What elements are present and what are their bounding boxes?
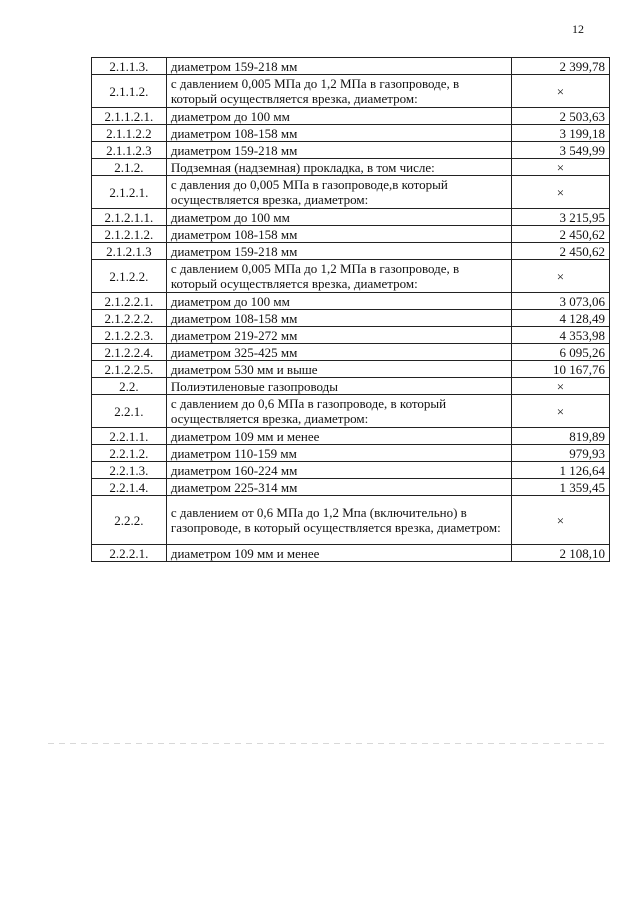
price-cell: 3 549,99 xyxy=(511,142,609,159)
table-row xyxy=(92,293,610,310)
table-row xyxy=(92,310,610,327)
price-cell: 3 215,95 xyxy=(511,209,609,226)
item-description-cell: диаметром 108-158 мм xyxy=(166,310,511,327)
table-row xyxy=(92,226,610,243)
item-code-cell: 2.1.2.2. xyxy=(92,260,167,293)
price-cell: 6 095,26 xyxy=(511,344,609,361)
item-code-cell: 2.1.2.1.1. xyxy=(92,209,167,226)
item-code-cell: 2.1.1.2.1. xyxy=(92,108,167,125)
table-row xyxy=(92,378,610,395)
item-description-cell: Подземная (надземная) прокладка, в том числе: xyxy=(166,159,511,176)
table-row xyxy=(92,344,610,361)
item-description-cell: диаметром 530 мм и выше xyxy=(166,361,511,378)
item-description-cell: диаметром 110-159 мм xyxy=(166,445,511,462)
item-description-cell: диаметром 159-218 мм xyxy=(166,58,511,75)
item-description-cell: диаметром 109 мм и менее xyxy=(166,545,511,562)
item-code-cell: 2.1.2.2.1. xyxy=(92,293,167,310)
item-code-cell: 2.2.1.4. xyxy=(92,479,167,496)
item-description-cell: диаметром 108-158 мм xyxy=(166,125,511,142)
page-number: 12 xyxy=(572,22,584,36)
item-description-cell: с давлением от 0,6 МПа до 1,2 Мпа (включительно) в газопроводе, в который осуществляется врезка, диаметром: xyxy=(166,496,511,545)
item-code-cell: 2.1.2.2.3. xyxy=(92,327,167,344)
item-description-cell: диаметром 109 мм и менее xyxy=(166,428,511,445)
table-row xyxy=(92,462,610,479)
price-cell: 2 399,78 xyxy=(511,58,609,75)
tariff-table-body xyxy=(92,58,610,562)
item-code-cell: 2.1.2.1.2. xyxy=(92,226,167,243)
price-cell: 2 450,62 xyxy=(511,226,609,243)
item-description-cell: диаметром до 100 мм xyxy=(166,209,511,226)
table-row xyxy=(92,260,610,293)
price-cell: 2 108,10 xyxy=(511,545,609,562)
item-description-cell: диаметром 108-158 мм xyxy=(166,226,511,243)
tariff-table xyxy=(91,57,610,562)
scan-artifact-line xyxy=(48,743,608,744)
table-row xyxy=(92,496,610,545)
item-code-cell: 2.2. xyxy=(92,378,167,395)
table-row xyxy=(92,445,610,462)
item-description-cell: с давлением до 0,6 МПа в газопроводе, в который осуществляется врезка, диаметром: xyxy=(166,395,511,428)
table-row xyxy=(92,243,610,260)
item-code-cell: 2.1.2.2.5. xyxy=(92,361,167,378)
table-row xyxy=(92,428,610,445)
price-cell: 979,93 xyxy=(511,445,609,462)
price-cell: 2 503,63 xyxy=(511,108,609,125)
item-code-cell: 2.1.2.2.2. xyxy=(92,310,167,327)
table-row xyxy=(92,176,610,209)
item-description-cell: диаметром 159-218 мм xyxy=(166,142,511,159)
item-code-cell: 2.2.2. xyxy=(92,496,167,545)
item-code-cell: 2.1.1.2.3 xyxy=(92,142,167,159)
item-description-cell: диаметром до 100 мм xyxy=(166,293,511,310)
not-applicable-cell: × xyxy=(511,75,609,108)
table-row xyxy=(92,75,610,108)
item-description-cell: диаметром 325-425 мм xyxy=(166,344,511,361)
item-code-cell: 2.2.1.1. xyxy=(92,428,167,445)
price-cell: 3 073,06 xyxy=(511,293,609,310)
table-row xyxy=(92,361,610,378)
price-cell: 10 167,76 xyxy=(511,361,609,378)
table-row xyxy=(92,159,610,176)
table-row xyxy=(92,108,610,125)
price-cell: 819,89 xyxy=(511,428,609,445)
price-cell: 1 359,45 xyxy=(511,479,609,496)
item-code-cell: 2.1.1.2. xyxy=(92,75,167,108)
item-description-cell: Полиэтиленовые газопроводы xyxy=(166,378,511,395)
item-code-cell: 2.1.2. xyxy=(92,159,167,176)
price-cell: 4 353,98 xyxy=(511,327,609,344)
price-cell: 4 128,49 xyxy=(511,310,609,327)
table-row xyxy=(92,395,610,428)
item-description-cell: с давлением 0,005 МПа до 1,2 МПа в газопроводе, в который осуществляется врезка, диаметром: xyxy=(166,260,511,293)
table-row xyxy=(92,209,610,226)
item-description-cell: диаметром 225-314 мм xyxy=(166,479,511,496)
item-description-cell: диаметром 219-272 мм xyxy=(166,327,511,344)
item-code-cell: 2.1.2.1.3 xyxy=(92,243,167,260)
item-description-cell: с давления до 0,005 МПа в газопроводе,в который осуществляется врезка, диаметром: xyxy=(166,176,511,209)
item-description-cell: диаметром 160-224 мм xyxy=(166,462,511,479)
not-applicable-cell: × xyxy=(511,159,609,176)
table-row xyxy=(92,327,610,344)
item-code-cell: 2.2.2.1. xyxy=(92,545,167,562)
not-applicable-cell: × xyxy=(511,176,609,209)
table-row xyxy=(92,545,610,562)
price-cell: 2 450,62 xyxy=(511,243,609,260)
item-code-cell: 2.1.2.1. xyxy=(92,176,167,209)
not-applicable-cell: × xyxy=(511,496,609,545)
table-row xyxy=(92,58,610,75)
item-description-cell: диаметром до 100 мм xyxy=(166,108,511,125)
item-code-cell: 2.1.2.2.4. xyxy=(92,344,167,361)
table-row xyxy=(92,142,610,159)
price-cell: 3 199,18 xyxy=(511,125,609,142)
item-description-cell: диаметром 159-218 мм xyxy=(166,243,511,260)
item-description-cell: с давлением 0,005 МПа до 1,2 МПа в газопроводе, в который осуществляется врезка, диаметром: xyxy=(166,75,511,108)
not-applicable-cell: × xyxy=(511,260,609,293)
item-code-cell: 2.2.1. xyxy=(92,395,167,428)
item-code-cell: 2.2.1.2. xyxy=(92,445,167,462)
item-code-cell: 2.1.1.3. xyxy=(92,58,167,75)
table-row xyxy=(92,125,610,142)
not-applicable-cell: × xyxy=(511,378,609,395)
table-row xyxy=(92,479,610,496)
not-applicable-cell: × xyxy=(511,395,609,428)
item-code-cell: 2.1.1.2.2 xyxy=(92,125,167,142)
price-cell: 1 126,64 xyxy=(511,462,609,479)
item-code-cell: 2.2.1.3. xyxy=(92,462,167,479)
